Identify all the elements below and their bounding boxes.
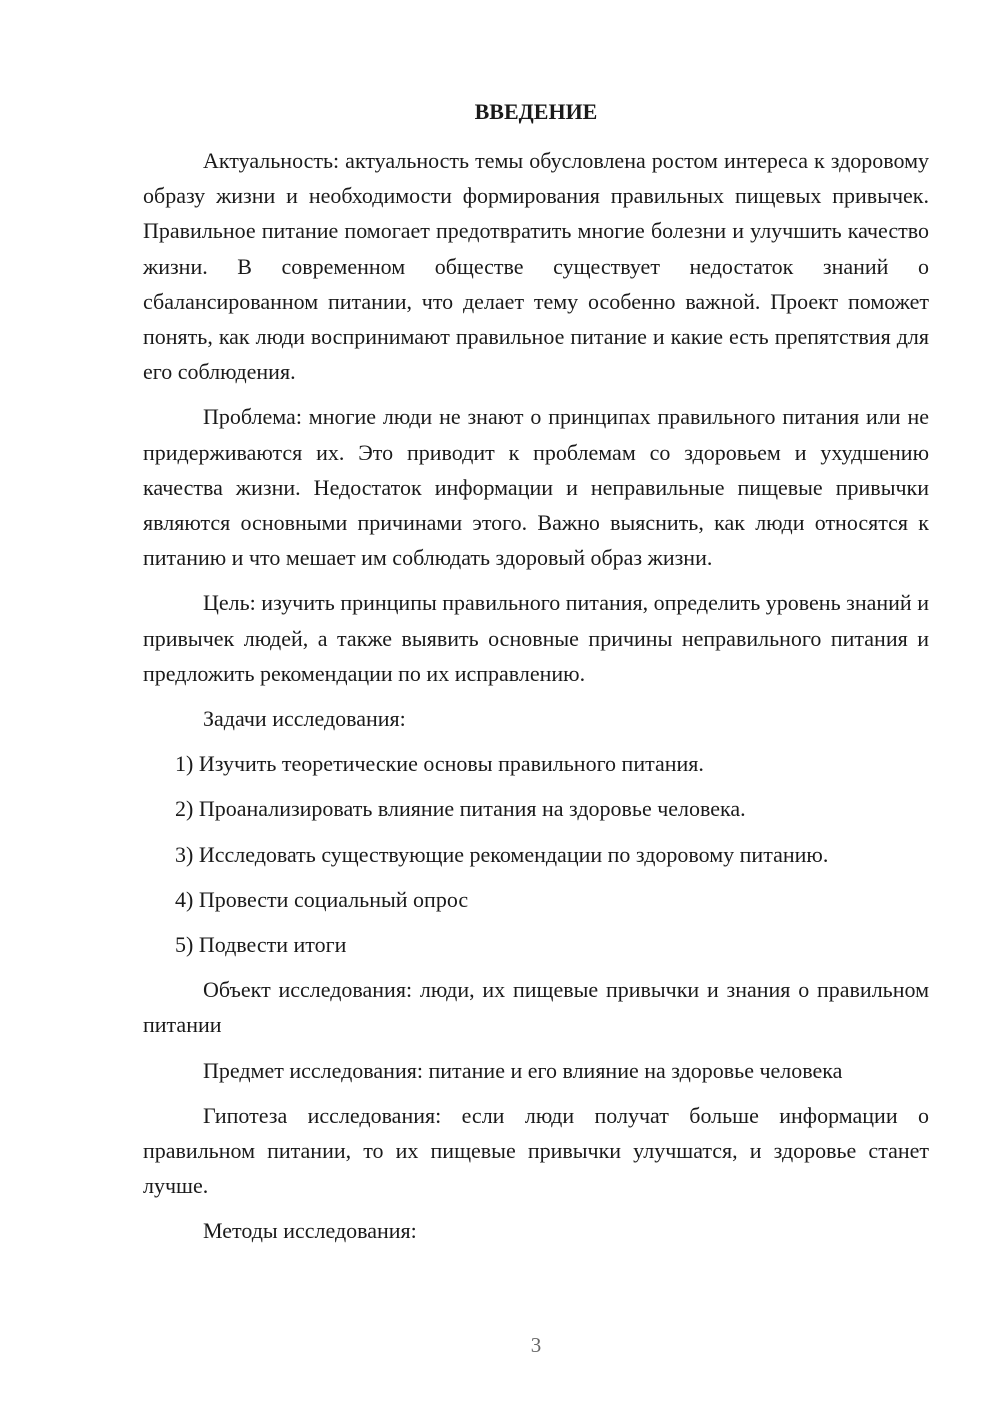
object-paragraph: Объект исследования: люди, их пищевые привычки и знания о правильном питании (143, 977, 929, 1038)
methods-label: Методы исследования: (203, 1218, 417, 1244)
hypothesis-paragraph: Гипотеза исследования: если люди получат больше информации о правильном питании, то их пищевые привычки улучшатся, и здоровье станет лучше. (143, 1102, 929, 1199)
list-item: 2) Проанализировать влияние питания на здоровье человека. (175, 796, 746, 822)
section-heading: ВВЕДЕНИЕ (474, 99, 598, 124)
page-number: 3 (530, 1333, 542, 1357)
list-item: 5) Подвести итоги (175, 932, 347, 958)
list-item: 4) Провести социальный опрос (175, 886, 469, 912)
problem-paragraph: Проблема: многие люди не знают о принципах правильного питания или не придерживаются их. Это приводит к проблемам со здоровьем и ухудшению качества жизни. Недостаток информации и неправильные пищевые привычки являются основными причинами этого. Важно выяснить, как люди относятся к питанию и что мешает им соблюдать здоровый образ жизни. (143, 404, 929, 571)
tasks-label: Задачи исследования: (203, 706, 406, 732)
relevance-paragraph: Актуальность: актуальность темы обусловлена ростом интереса к здоровому образу жизни и необходимости формирования правильных пищевых привычек. Правильное питание помогает предотвратить многие болезни и улучшить качество жизни. В современном обществе существует недостаток знаний о сбалансированном питании, что делает тему особенно важной. Проект поможет понять, как люди воспринимают правильное питание и какие есть препятствия для его соблюдения. (143, 148, 929, 385)
page-content (143, 94, 929, 1259)
list-item: 1) Изучить теоретические основы правильного питания. (175, 751, 704, 777)
tasks-list (143, 746, 929, 962)
goal-paragraph: Цель: изучить принципы правильного питания, определить уровень знаний и привычек людей, а также выявить основные причины неправильного питания и предложить рекомендации по их исправлению. (143, 590, 929, 686)
subject-paragraph: Предмет исследования: питание и его влияние на здоровье человека (203, 1057, 843, 1083)
list-item: 3) Исследовать существующие рекомендации по здоровому питанию. (175, 841, 829, 867)
